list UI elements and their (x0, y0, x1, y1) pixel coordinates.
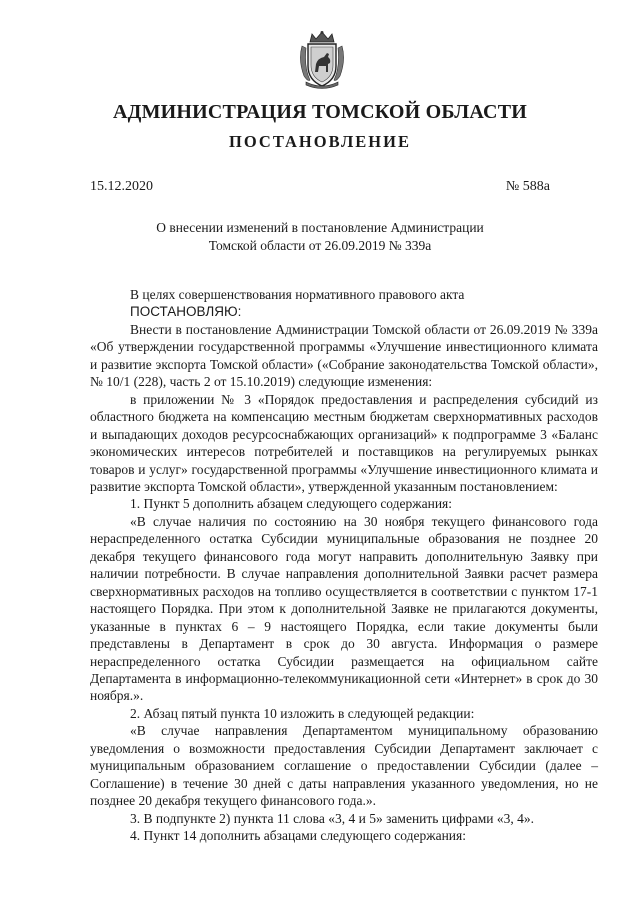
body-paragraph-3: 1. Пункт 5 дополнить абзацем следующего содержания: (130, 496, 453, 512)
body-paragraph-7: 3. В подпункте 2) пункта 11 слова «3, 4 и 5» заменить цифрами «3, 4». (130, 810, 535, 826)
organization-title: АДМИНИСТРАЦИЯ ТОМСКОЙ ОБЛАСТИ (112, 101, 528, 123)
preamble-paragraph: В целях совершенствования нормативного правового акта (130, 287, 465, 302)
body-paragraph-4: «В случае наличия по состоянию на 30 ноября текущего финансового года нераспределенного остатка Субсидии муниципальные образования не позднее 20 декабря текущего финансового года могут направить дополнительную Заявку при наличии потребности. В случае направления дополнительной Заявки расчет размера сверхнормативных расходов на топливо осуществляется в соответствии с пунктом 17-1 настоящего Порядка. При этом к дополнительной Заявке не прилагаются документы, указанные в пунктах 6 – 9 настоящего Порядка, если такие документы были представлены в Департамент в срок до 30 августа. Информация о размере нераспределенного остатка Субсидии размещается на официальном сайте Департамента в информационно-телекоммуникационной сети «Интернет» в срок до 30 ноября.». (90, 513, 598, 704)
body-paragraph-6: «В случае направления Департаментом муниципальному образованию уведомления о возможности предоставления Субсидии Департамент заключает с муниципальным образованием соглашение о предоставлении Субсидии (далее – Соглашение) в течение 30 дней с даты направления указанного уведомления, но не позднее 20 декабря текущего финансового года.». (90, 723, 598, 809)
document-subject (0, 219, 640, 255)
resolve-paragraph: ПОСТАНОВЛЯЮ: (130, 304, 242, 320)
coat-of-arms-icon (298, 30, 346, 90)
document-number: № 588а (505, 179, 550, 194)
subject-line-2: Томской области от 26.09.2019 № 339а (208, 238, 432, 253)
body-paragraph-2: в приложении № 3 «Порядок предоставления и распределения субсидий из областного бюджета на компенсацию местным бюджетам сверхнормативных расходов и выпадающих доходов ресурсоснабжающих организаций» к подпрограмме 3 «Баланс экономических интересов потребителей и поставщиков на регулируемых рынках товаров и услуг» государственной программы «Улучшение инвестиционного климата и развитие экспорта Томской области», утвержденной указанным постановлением: (90, 391, 598, 494)
subject-line-1: О внесении изменений в постановление Администрации (156, 220, 484, 235)
body-paragraph-1: Внести в постановление Администрации Томской области от 26.09.2019 № 339а «Об утверждении государственной программы «Улучшение инвестиционного климата и развитие экспорта Томской области» («Собрание законодательства Томской области», № 10/1 (228), часть 2 от 15.10.2019) следующие изменения: (90, 321, 598, 390)
body-paragraph-5: 2. Абзац пятый пункта 10 изложить в следующей редакции: (130, 705, 475, 721)
document-body (90, 286, 598, 845)
body-paragraph-8: 4. Пункт 14 дополнить абзацами следующего содержания: (130, 828, 466, 844)
document-date: 15.12.2020 (90, 179, 153, 194)
document-type-title: ПОСТАНОВЛЕНИЕ (229, 132, 411, 151)
